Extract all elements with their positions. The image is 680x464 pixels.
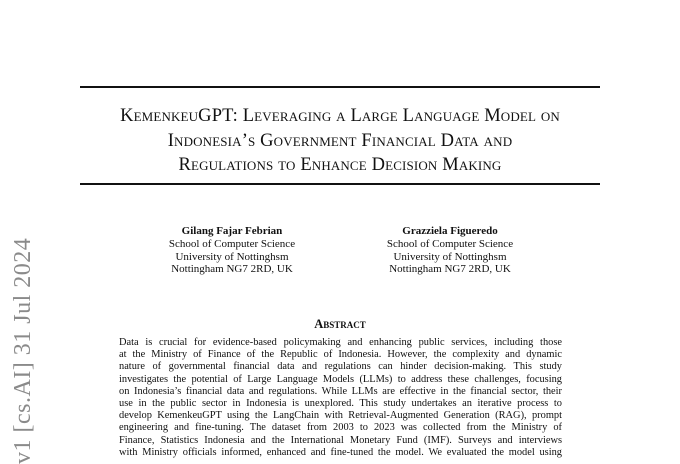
abstract-body [119,337,562,459]
author-address: Nottingham NG7 2RD, UK [389,263,511,276]
abstract-line: engineering and fine-tuning. The dataset from 2003 to 2023 was collected from the Ministry of [119,422,562,434]
abstract-line: on Indonesia’s financial data and regulations. While LLMs are effective in the financial sector, their [119,385,562,397]
title-bottom-rule [80,183,600,185]
abstract-line: use in the public sector in Indonesia is unexplored. This study undertakes an iterative process to [119,398,562,410]
author-institution: University of Nottinghsm [393,250,507,263]
abstract-line: with Ministry officials informed, enhanced and fine-tuned the model. We evaluated the model using [119,446,562,458]
abstract-line: at the Ministry of Finance of the Republic of Indonesia. However, the complexity and dynamic [119,349,562,361]
author-department: School of Computer Science [386,237,514,250]
author-institution: University of Nottinghsm [175,250,289,263]
title-line: Indonesia’s Government Financial Data and [167,130,513,151]
author-address: Nottingham NG7 2RD, UK [171,263,293,276]
title-line: KemenkeuGPT: Leveraging a Large Language Model on [120,106,560,126]
title-line: Regulations to Enhance Decision Making [178,155,502,175]
abstract-line: investigates the potential of Large Language Models (LLMs) to address these challenges, focusing [119,373,562,385]
author-name: Grazziela Figueredo [402,225,498,237]
abstract-line: Finance, Statistics Indonesia and the International Monetary Fund (IMF). Surveys and interviews [119,434,562,446]
author-department: School of Computer Science [168,237,296,250]
arxiv-identifier-stamp: v1 [cs.AI] 31 Jul 2024 [10,237,36,464]
abstract-line: develop KemenkeuGPT using the LangChain with Retrieval-Augmented Generation (RAG), prompt [119,410,562,422]
abstract-heading: Abstract [314,317,366,331]
abstract-line: nature of governmental financial data and regulations can hinder decision-making. This study [119,361,562,373]
abstract-line: Data is crucial for evidence-based policymaking and enhancing public services, including those [119,337,562,348]
author-block-2 [370,225,530,276]
title-top-rule [80,86,600,88]
author-block-1 [152,225,312,276]
author-name: Gilang Fajar Febrian [181,225,283,237]
paper-title [80,104,600,178]
